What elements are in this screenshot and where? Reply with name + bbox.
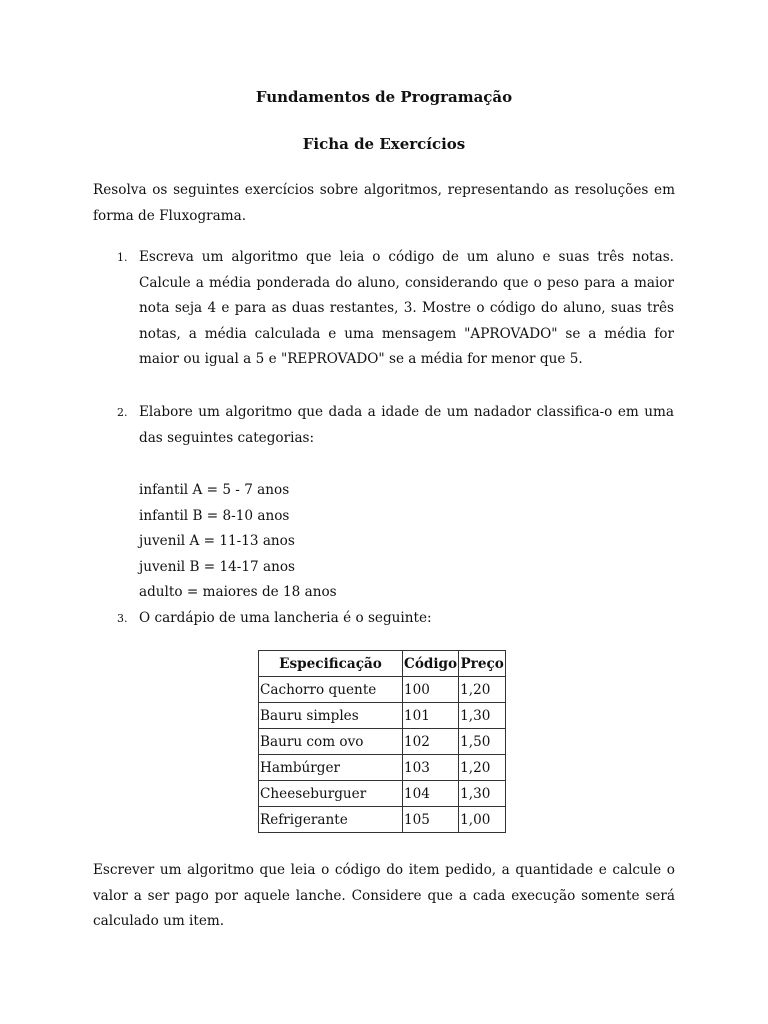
table-cell: 100 bbox=[403, 677, 459, 703]
header-codigo: Código bbox=[403, 651, 459, 677]
table-row bbox=[259, 755, 506, 781]
table-cell: 102 bbox=[403, 729, 459, 755]
table-cell: 105 bbox=[403, 807, 459, 833]
document-title: Fundamentos de Programação bbox=[255, 88, 513, 106]
header-preco: Preço bbox=[459, 651, 506, 677]
table-cell: 1,50 bbox=[459, 729, 506, 755]
exercise-text: O cardápio de uma lancheria é o seguinte: bbox=[139, 610, 432, 626]
header-especificacao: Especificação bbox=[259, 651, 403, 677]
table-cell: 1,00 bbox=[459, 807, 506, 833]
exercise-number: 2. bbox=[117, 406, 128, 419]
exercise-text: Escreva um algoritmo que leia o código de um aluno e suas três notas. Calcule a média ponderada do aluno, considerando que o peso para a maior nota seja 4 e para as duas restantes, 3. Mostre o código do aluno, suas três notas, a média calculada e uma mensagem "APROVADO" se a média for maior ou igual a 5 e "REPROVADO" se a média for menor que 5. bbox=[139, 249, 674, 367]
category-item: juvenil B = 14-17 anos bbox=[139, 558, 296, 575]
table-cell: Bauru simples bbox=[259, 703, 403, 729]
table-row bbox=[259, 729, 506, 755]
table-cell: 1,30 bbox=[459, 703, 506, 729]
closing-paragraph: Escrever um algoritmo que leia o código do item pedido, a quantidade e calcule o valor a ser pago por aquele lanche. Considere que a cada execução somente será calculado um item. bbox=[93, 862, 675, 929]
table-cell: 1,20 bbox=[459, 677, 506, 703]
table-row bbox=[259, 677, 506, 703]
table-cell: 101 bbox=[403, 703, 459, 729]
category-list bbox=[139, 478, 337, 606]
category-item: infantil A = 5 - 7 anos bbox=[139, 482, 290, 498]
table-cell: Cheeseburguer bbox=[259, 781, 403, 807]
table-cell: Hambúrger bbox=[259, 755, 403, 781]
category-item: adulto = maiores de 18 anos bbox=[139, 584, 337, 600]
table-cell: 104 bbox=[403, 781, 459, 807]
table-row bbox=[259, 703, 506, 729]
table-header-row bbox=[259, 651, 506, 677]
table-row bbox=[259, 781, 506, 807]
category-item: infantil B = 8-10 anos bbox=[139, 507, 290, 524]
exercise-number: 3. bbox=[117, 612, 128, 625]
exercise-text: Elabore um algoritmo que dada a idade de um nadador classifica-o em uma das seguintes categorias: bbox=[139, 404, 674, 446]
table-cell: 1,30 bbox=[459, 781, 506, 807]
table-row bbox=[259, 807, 506, 833]
category-item: juvenil A = 11-13 anos bbox=[139, 533, 295, 549]
table-cell: 1,20 bbox=[459, 755, 506, 781]
table-cell: Cachorro quente bbox=[259, 677, 403, 703]
intro-paragraph: Resolva os seguintes exercícios sobre algoritmos, representando as resoluções em forma de Fluxograma. bbox=[93, 182, 675, 224]
exercise-number: 1. bbox=[117, 251, 128, 264]
menu-table bbox=[258, 650, 506, 833]
document-subtitle: Ficha de Exercícios bbox=[302, 135, 466, 153]
table-cell: Bauru com ovo bbox=[259, 729, 403, 755]
table-cell: Refrigerante bbox=[259, 807, 403, 833]
table-cell: 103 bbox=[403, 755, 459, 781]
